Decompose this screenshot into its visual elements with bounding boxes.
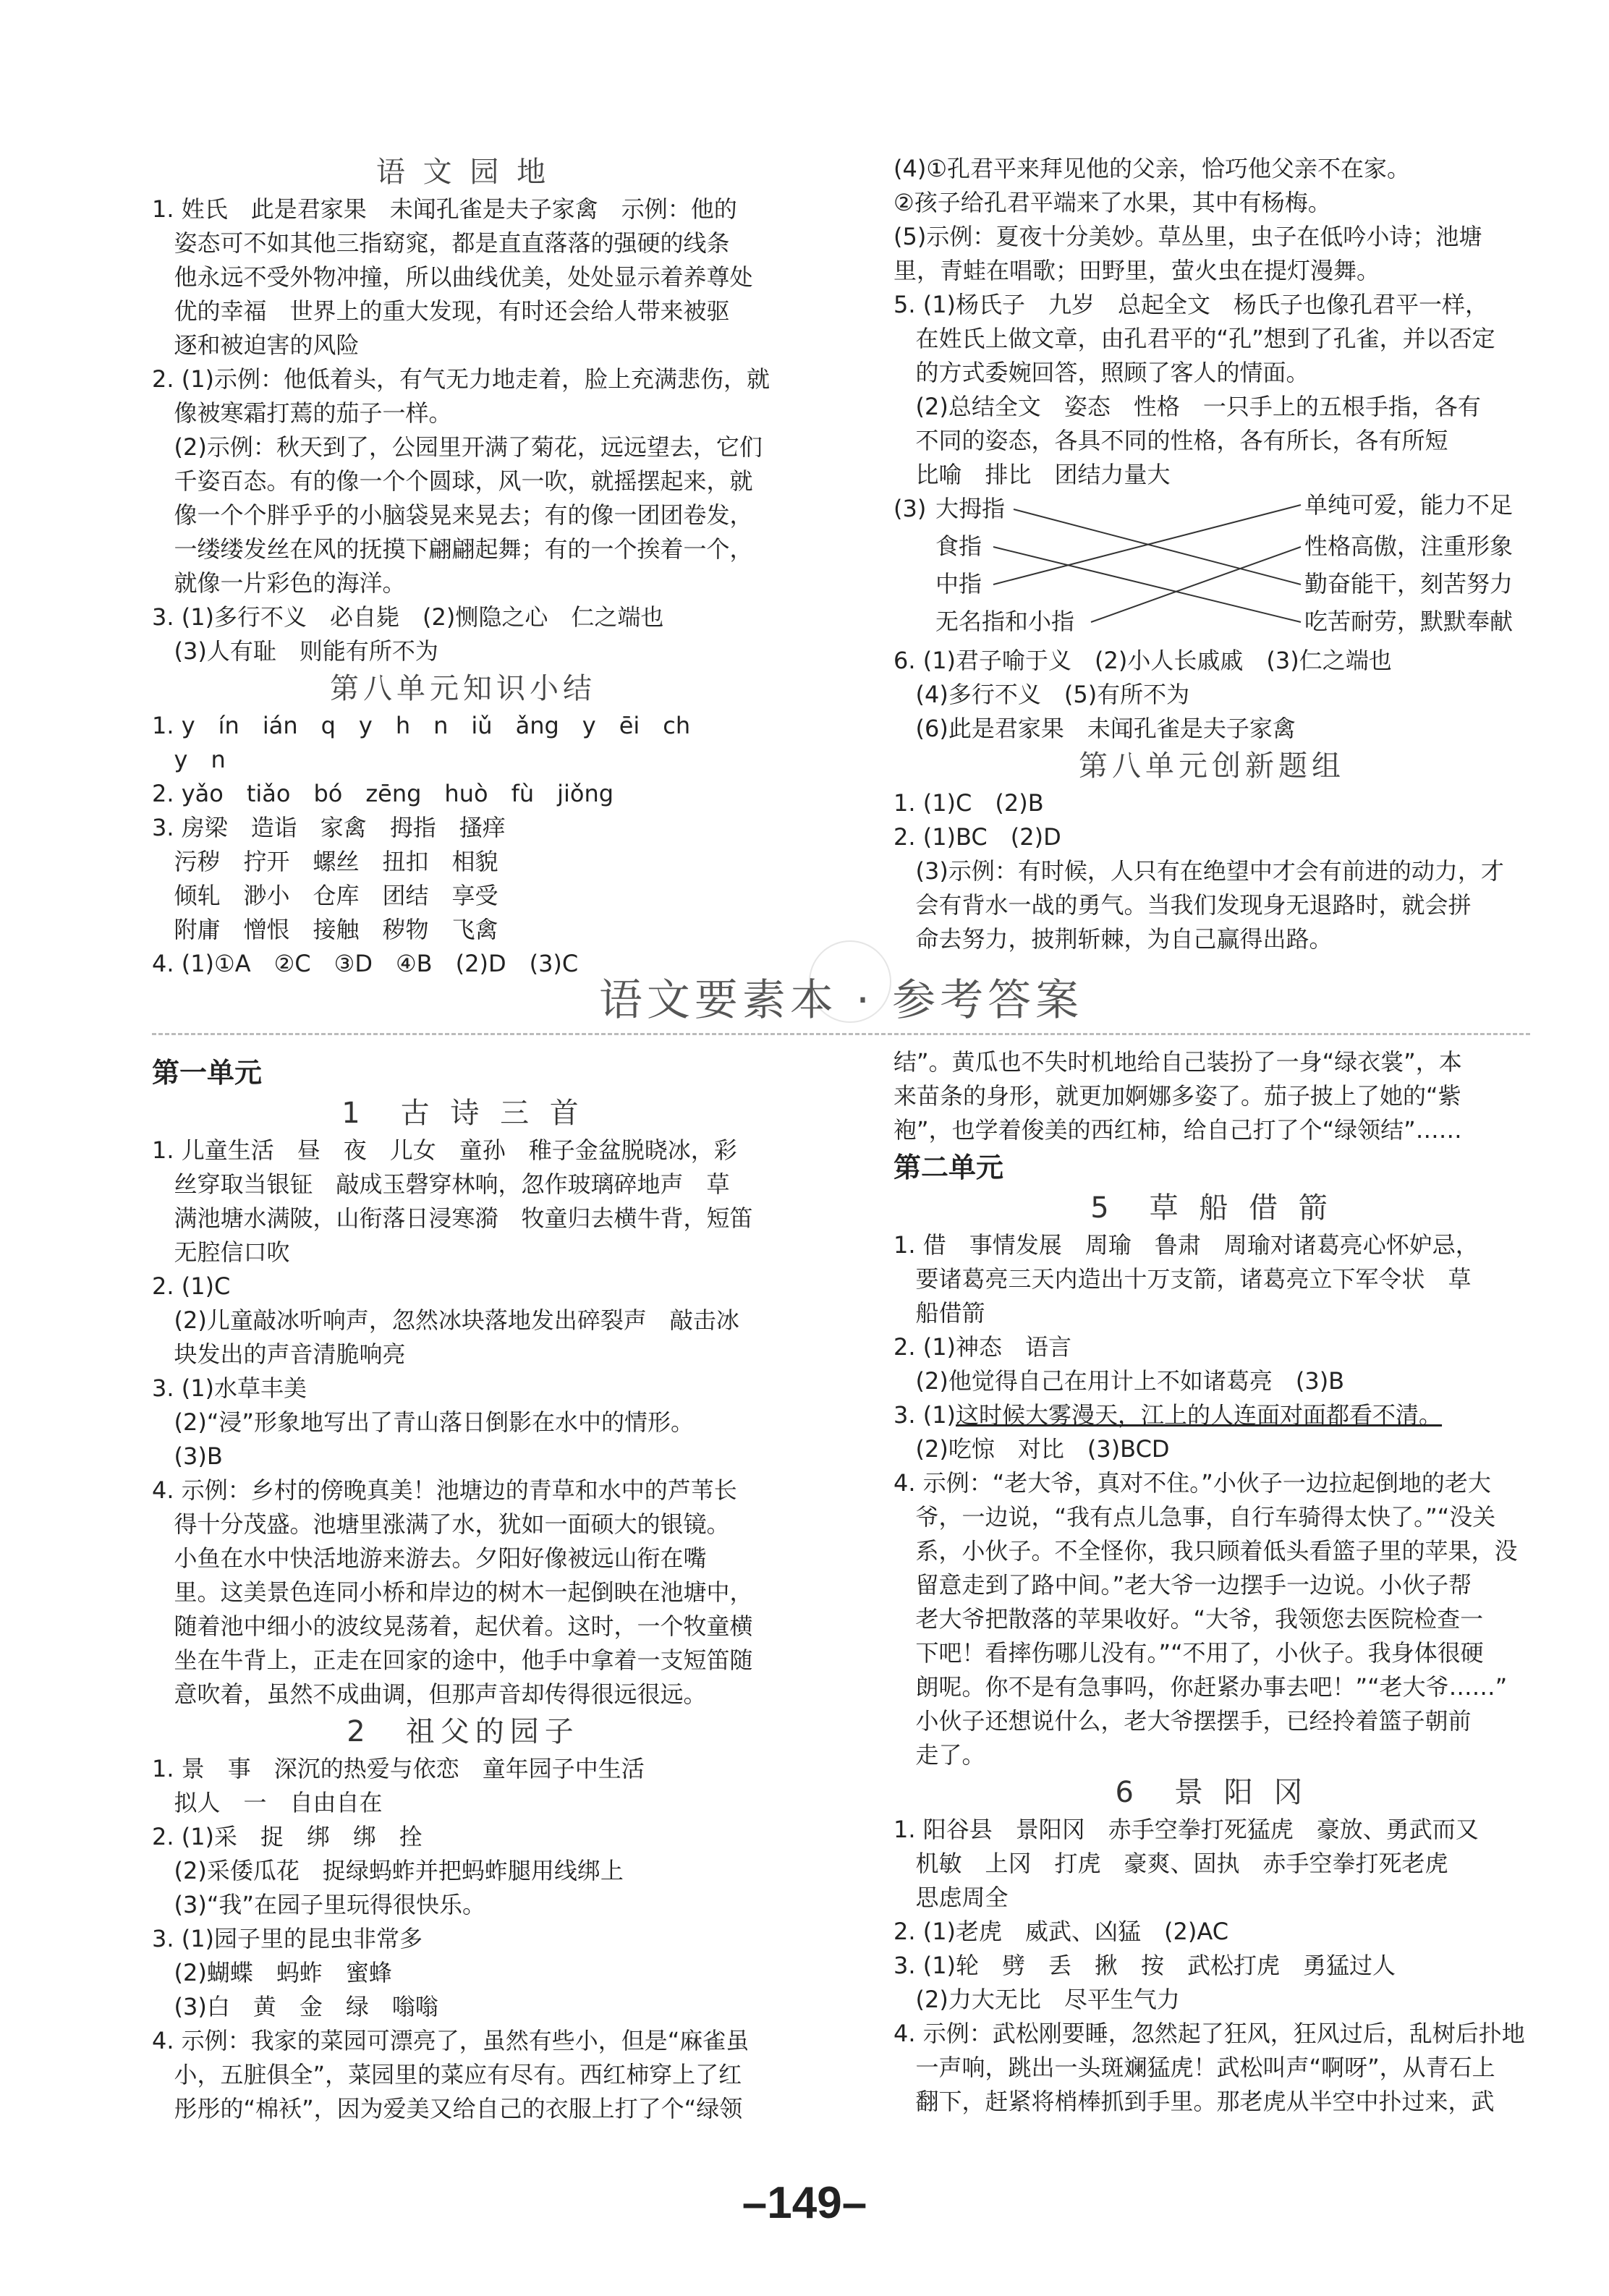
section-title-unit8-innovation: 第八单元创新题组 [1079, 749, 1345, 783]
answer-line: 倾轧 渺小 仓库 团结 享受 [152, 882, 498, 909]
q3-underlined-answer: 这时候大雾漫天，江上的人连面对面都看不清。 [956, 1401, 1443, 1429]
answer-line: 拟人 一 自由自在 [152, 1789, 383, 1816]
answer-line: 像一个个胖乎乎的小脑袋晃来晃去；有的像一团团卷发， [152, 501, 753, 529]
answer-line: 坐在牛背上，正走在回家的途中，他手中拿着一支短笛随 [152, 1646, 753, 1674]
answer-line: 5. (1)杨氏子 九岁 总起全文 杨氏子也像孔君平一样， [893, 291, 1489, 318]
answer-line: (3)“我”在园子里玩得很快乐。 [152, 1891, 486, 1918]
answer-line: 机敏 上冈 打虎 豪爽、固执 赤手空拳打死老虎 [893, 1850, 1448, 1877]
answer-line: 千姿百态。有的像一个个圆球，风一吹，就摇摆起来，就 [152, 467, 753, 495]
answer-line: 要诸葛亮三天内造出十万支箭，诸葛亮立下军令状 草 [893, 1265, 1472, 1293]
answer-line: 6. (1)君子喻于义 (2)小人长戚戚 (3)仁之端也 [893, 647, 1392, 674]
answer-line: 1. 阳谷县 景阳冈 赤手空拳打死猛虎 豪放、勇武而又 [893, 1816, 1479, 1843]
lesson2-answers [152, 1752, 774, 2126]
lesson5-q3 [893, 1398, 1530, 1432]
lesson2-title: 2 祖父的园子 [347, 1715, 580, 1748]
lesson6-title: 6 景 阳 冈 [1115, 1776, 1309, 1809]
answer-line: (6)此是君家果 未闻孔雀是夫子家禽 [893, 715, 1296, 742]
answer-line: 意吹着，虽然不成曲调，但那声音却传得很远很远。 [152, 1680, 707, 1708]
answer-line: 1. (1)C (2)B [893, 789, 1044, 817]
answer-line: 不同的姿态，各具不同的性格，各有所长，各有所短 [893, 427, 1448, 454]
answer-line: 老大爷把散落的苹果收好。“大爷，我领您去医院检查一 [893, 1605, 1484, 1633]
answer-line: 4. 示例：我家的菜园可漂亮了，虽然有些小，但是“麻雀虽 [152, 2027, 750, 2054]
answer-line: 污秽 拧开 螺丝 扭扣 相貌 [152, 848, 498, 875]
match-right-3: 勤奋能干，刻苦努力 [1304, 570, 1514, 598]
answer-line: 4. 示例：武松刚要睡，忽然起了狂风，狂风过后，乱树后扑地 [893, 2020, 1525, 2047]
answer-line: 小，五脏俱全”，菜园里的菜应有尽有。西红柿穿上了红 [152, 2061, 742, 2088]
answer-line: 他永远不受外物冲撞，所以曲线优美，处处显示着养尊处 [152, 263, 753, 291]
q3-prefix: 3. (1) [893, 1401, 956, 1429]
answer-line: (4)①孔君平来拜见他的父亲，恰巧他父亲不在家。 [893, 155, 1411, 182]
answer-line: 来苗条的身形，就更加婀娜多姿了。茄子披上了她的“紫 [893, 1082, 1461, 1110]
answer-line: (3)示例：有时候，人只有在绝望中才会有前进的动力，才 [893, 857, 1504, 885]
answer-line: 优的幸福 世界上的重大发现，有时还会给人带来被驱 [152, 297, 730, 325]
finger-matching-diagram [893, 491, 1530, 644]
unit2-heading: 第二单元 [893, 1152, 1004, 1183]
lesson1-answers [152, 1134, 774, 1712]
answer-line: 无腔信口吹 [152, 1238, 290, 1266]
answer-line: 1. 借 事情发展 周瑜 鲁肃 周瑜对诸葛亮心怀妒忌， [893, 1231, 1479, 1259]
answer-line: (2)力大无比 尽平生气力 [893, 1986, 1180, 2013]
unit1-heading: 第一单元 [152, 1057, 263, 1089]
answer-line: 1. 儿童生活 昼 夜 儿女 童孙 稚子金盆脱晓冰，彩 [152, 1136, 737, 1164]
match-line-4 [1091, 547, 1301, 622]
match-prefix: (3) [893, 495, 927, 522]
answer-line: 姿态可不如其他三指窈窕，都是直直落落的强硬的线条 [152, 229, 730, 257]
section-title-yuwen-yuandi: 语 文 园 地 [375, 156, 551, 189]
answer-line: 在姓氏上做文章，由孔君平的“孔”想到了孔雀，并以否定 [893, 325, 1495, 352]
answer-line: (2)儿童敲冰听响声，忽然冰块落地发出碎裂声 敲击冰 [152, 1306, 739, 1334]
answer-line: 会有背水一战的勇气。当我们发现身无退路时，就会拼 [893, 891, 1472, 919]
answer-line: 2. (1)神态 语言 [893, 1333, 1072, 1361]
lesson6-answers [893, 1813, 1530, 2119]
answer-line: 3. (1)园子里的昆虫非常多 [152, 1925, 423, 1952]
answer-line: 比喻 排比 团结力量大 [893, 461, 1171, 488]
answer-line: 随着池中细小的波纹晃荡着，起伏着。这时，一个牧童横 [152, 1612, 753, 1640]
answer-line: 4. 示例：乡村的傍晚真美！池塘边的青草和水中的芦苇长 [152, 1476, 737, 1504]
left-top-column [152, 152, 774, 981]
answer-line: 一声响，跳出一头斑斓猛虎！武松叫声“啊呀”，从青石上 [893, 2054, 1495, 2081]
matching-lines [935, 492, 1341, 644]
match-left-1: 大拇指 [935, 495, 1006, 522]
answer-line: 命去努力，披荆斩棘，为自己赢得出路。 [893, 925, 1333, 953]
answer-line: 朗呢。你不是有急事吗，你赶紧办事去吧！”“老大爷……” [893, 1673, 1508, 1701]
match-right-2: 性格高傲，注重形象 [1304, 532, 1514, 560]
answer-line: 走了。 [893, 1741, 985, 1769]
answer-line: 得十分茂盛。池塘里涨满了水，犹如一面硕大的银镜。 [152, 1510, 730, 1538]
answer-line: (2)“浸”形象地写出了青山落日倒影在水中的情形。 [152, 1408, 695, 1436]
answer-line: 3. 房梁 造诣 家禽 拇指 搔痒 [152, 814, 506, 841]
answer-line: 满池塘水满陂，山衔落日浸寒漪 牧童归去横牛背，短笛 [152, 1204, 753, 1232]
answer-line: 小伙子还想说什么，老大爷摆摆手，已经拎着篮子朝前 [893, 1707, 1472, 1735]
answer-line: 3. (1)轮 劈 丢 揪 按 武松打虎 勇猛过人 [893, 1952, 1396, 1979]
answer-line: 彤彤的“棉袄”，因为爱美又给自己的衣服上打了个“绿领 [152, 2095, 743, 2122]
answer-line: 2. (1)老虎 威武、凶猛 (2)AC [893, 1918, 1229, 1945]
answer-line: 爷，一边说，“我有点儿急事，自行车骑得太快了。”“没关 [893, 1503, 1496, 1531]
lesson5-title: 5 草 船 借 箭 [1090, 1191, 1333, 1225]
match-right-1: 单纯可爱，能力不足 [1304, 491, 1514, 519]
answer-line: 下吧！看摔伤哪儿没有。”“不用了，小伙子。我身体很硬 [893, 1639, 1484, 1667]
answer-line: 系，小伙子。不全怪你，我只顾着低头看篮子里的苹果，没 [893, 1537, 1518, 1565]
yuandi-answers-continued [893, 152, 1530, 492]
right-top-column [893, 152, 1530, 956]
answer-line: 2. yǎo tiǎo bó zēng huò fù jiǒng [152, 780, 614, 807]
answer-line: (2)蝴蝶 蚂蚱 蜜蜂 [152, 1959, 392, 1986]
answer-line: 2. (1)BC (2)D [893, 823, 1061, 851]
answer-line: 结”。黄瓜也不失时机地给自己装扮了一身“绿衣裳”，本 [893, 1048, 1462, 1076]
match-line-1 [1014, 509, 1301, 584]
section-title-unit8-summary: 第八单元知识小结 [330, 672, 596, 705]
answer-line: (3)白 黄 金 绿 嗡嗡 [152, 1993, 438, 2020]
answer-line: y n [152, 746, 226, 773]
answer-line: 思虑周全 [893, 1884, 1009, 1911]
lesson5-answers [893, 1228, 1530, 1398]
answer-line: (2)他觉得自己在用计上不如诸葛亮 (3)B [893, 1367, 1345, 1395]
answer-line: (2)示例：秋天到了，公园里开满了菊花，远远望去，它们 [152, 433, 763, 461]
match-left-3: 中指 [935, 570, 982, 598]
answer-line: (5)示例：夏夜十分美妙。草丛里，虫子在低吟小诗；池塘 [893, 223, 1482, 250]
yuandi-answers [152, 192, 774, 668]
answer-line: 2. (1)采 捉 绑 绑 拴 [152, 1823, 423, 1850]
answer-line: 1. y ín ián q y h n iǔ ǎng y ēi ch [152, 712, 691, 739]
answer-line: (2)采倭瓜花 捉绿蚂蚱并把蚂蚱腿用线绑上 [152, 1857, 624, 1884]
answer-line: 一缕缕发丝在风的抚摸下翩翩起舞；有的一个挨着一个， [152, 535, 753, 563]
match-line-2 [993, 547, 1301, 622]
answer-line: 留意走到了路中间。”老大爷一边摆手一边说。小伙子帮 [893, 1571, 1472, 1599]
answer-line: 翻下，赶紧将梢棒抓到手里。那老虎从半空中扑过来，武 [893, 2088, 1495, 2115]
answer-line: 里。这美景色连同小桥和岸边的树木一起倒映在池塘中， [152, 1578, 753, 1606]
lesson5-answers-more [893, 1432, 1530, 1772]
answer-line: 逐和被迫害的风险 [152, 331, 360, 359]
lesson1-title: 1 古 诗 三 首 [341, 1097, 585, 1130]
answer-line: (2)总结全文 姿态 性格 一只手上的五根手指，各有 [893, 393, 1481, 420]
answer-line: 像被寒霜打蔫的茄子一样。 [152, 399, 452, 427]
match-left-4: 无名指和小指 [935, 608, 1075, 635]
match-left-2: 食指 [935, 532, 982, 560]
answer-line: 船借箭 [893, 1299, 985, 1327]
q6-answers [893, 644, 1530, 746]
answer-line: (4)多行不义 (5)有所不为 [893, 681, 1190, 708]
answer-line: 1. 姓氏 此是君家果 未闻孔雀是夫子家禽 示例：他的 [152, 195, 737, 223]
answer-line: (3)人有耻 则能有所不为 [152, 637, 438, 665]
lesson2-answers-continued [893, 1045, 1530, 1147]
answer-line: 袍”，也学着俊美的西红柿，给自己打了个“绿领结”…… [893, 1116, 1462, 1144]
answer-line: (3)B [152, 1442, 223, 1470]
left-bottom-column [152, 1053, 774, 2126]
answer-line: 里，青蛙在唱歌；田野里，萤火虫在提灯漫舞。 [893, 257, 1380, 284]
banner-title: 语文要素本 · 参考答案 [598, 975, 1084, 1026]
page-number: –149– [742, 2178, 867, 2228]
answer-line: 的方式委婉回答，照顾了客人的情面。 [893, 359, 1309, 386]
answer-line: 2. (1)示例：他低着头，有气无力地走着，脸上充满悲伤，就 [152, 365, 770, 393]
answer-line: 丝穿取当银钲 敲成玉磬穿林响，忽作玻璃碎地声 草 [152, 1170, 730, 1198]
answer-line: (2)吃惊 对比 (3)BCD [893, 1435, 1170, 1463]
match-right-4: 吃苦耐劳，默默奉献 [1304, 608, 1514, 635]
innovation-answers [893, 786, 1530, 956]
answer-line: 1. 景 事 深沉的热爱与依恋 童年园子中生活 [152, 1755, 645, 1782]
right-bottom-column [893, 1045, 1530, 2119]
unit8-summary-answers [152, 709, 774, 981]
answer-line: ②孩子给孔君平端来了水果，其中有杨梅。 [893, 189, 1331, 216]
answer-line: 2. (1)C [152, 1272, 231, 1300]
answer-line: 小鱼在水中快活地游来游去。夕阳好像被远山衔在嘴 [152, 1544, 707, 1572]
answer-line: 3. (1)水草丰美 [152, 1374, 307, 1402]
answer-line: 4. 示例：“老大爷，真对不住。”小伙子一边拉起倒地的老大 [893, 1469, 1491, 1497]
answer-line: 块发出的声音清脆响亮 [152, 1340, 406, 1368]
answer-key-banner [152, 968, 1530, 1035]
answer-line: 3. (1)多行不义 必自毙 (2)恻隐之心 仁之端也 [152, 603, 664, 631]
answer-line: 就像一片彩色的海洋。 [152, 569, 406, 597]
answer-line: 4. (1)①A ②C ③D ④B (2)D (3)C [152, 950, 579, 977]
answer-line: 附庸 憎恨 接触 秽物 飞禽 [152, 916, 498, 943]
